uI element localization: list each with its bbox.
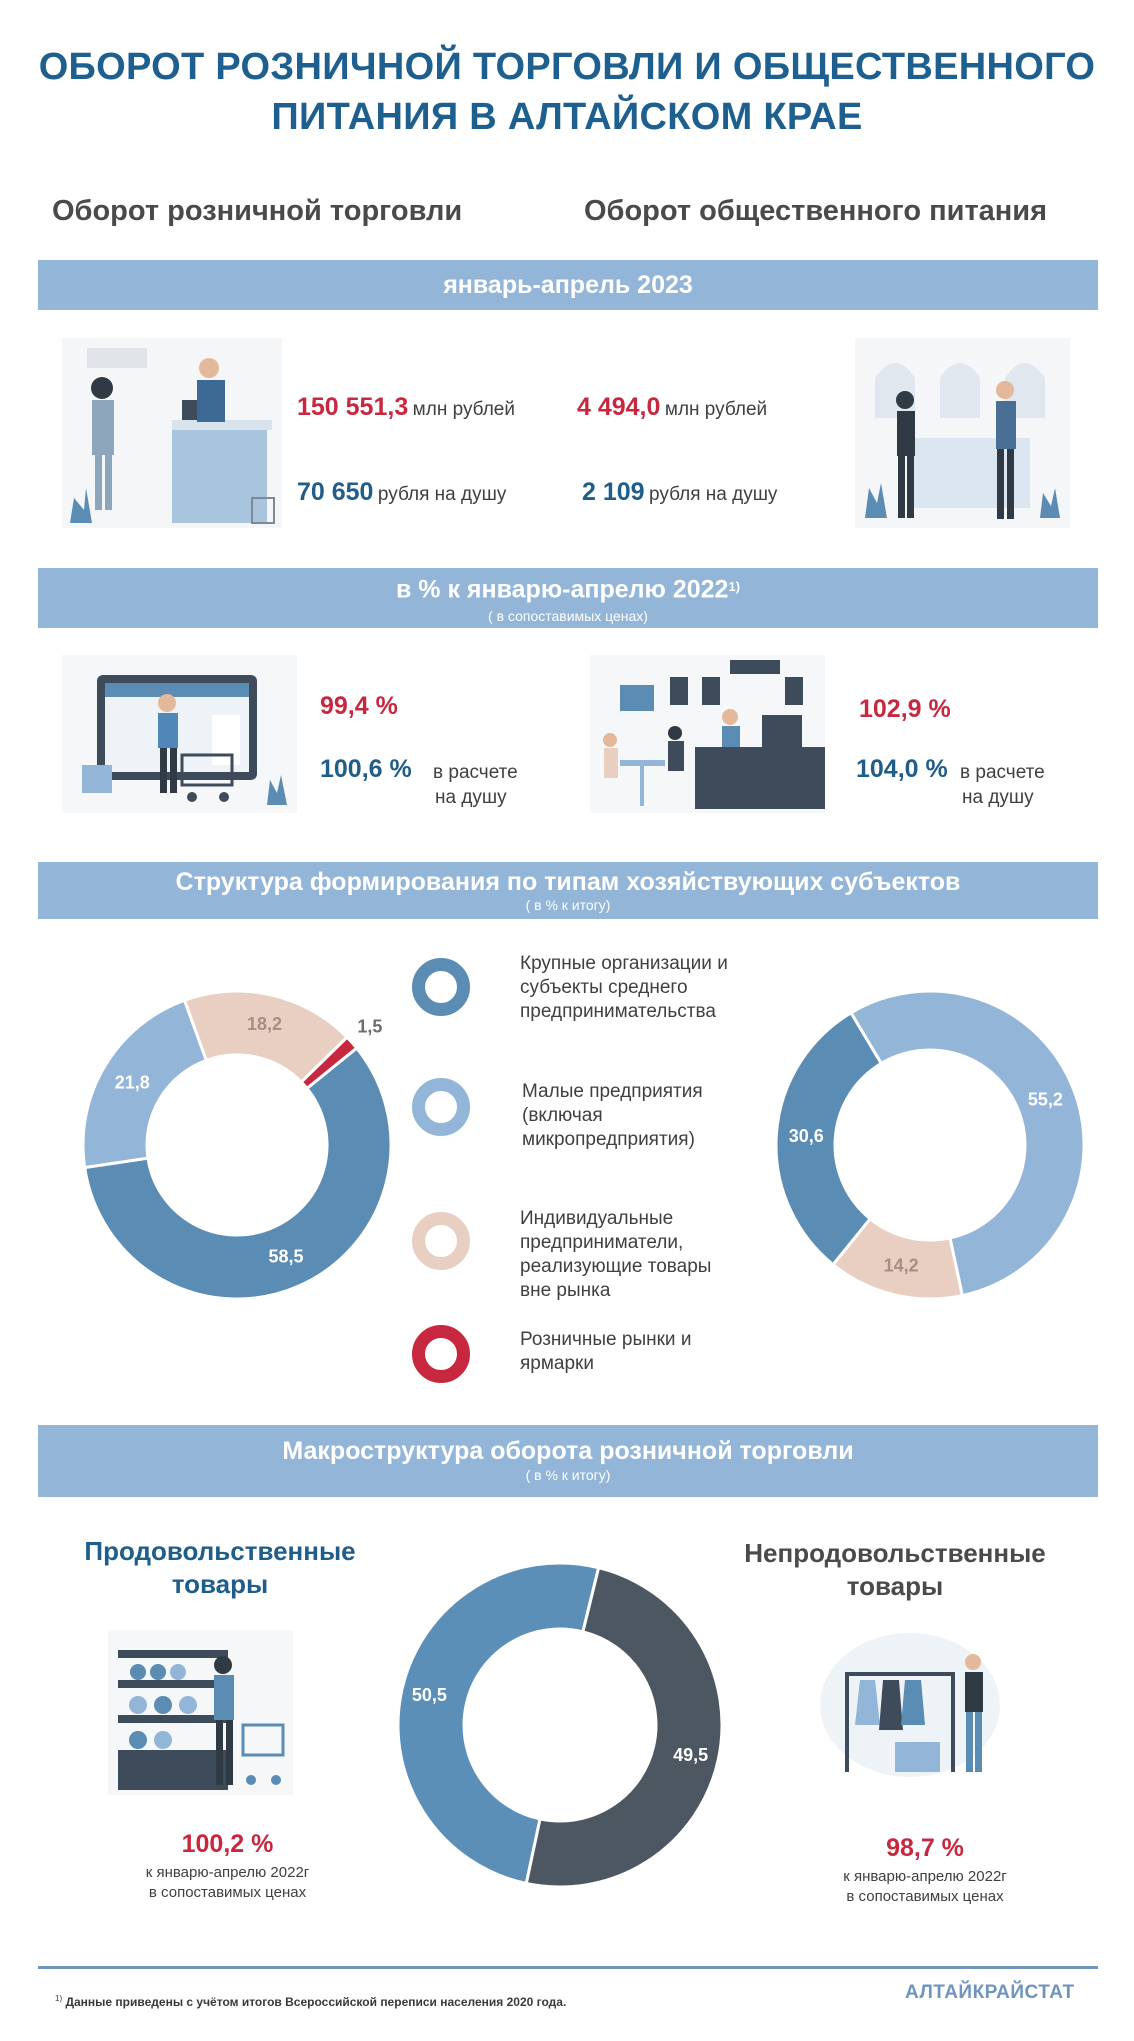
legend-label-large-orgs — [520, 952, 728, 1024]
food-goods-note — [0, 1863, 455, 1903]
food-goods-value: 100,2 % — [181, 1830, 274, 1858]
legend-label-small-enterprises-line-1: Малые предприятия — [522, 1081, 703, 1102]
retail-total — [297, 393, 515, 422]
catering-total — [577, 393, 767, 422]
retail-per-capita — [297, 478, 506, 507]
online-shopping-illustration — [62, 655, 297, 813]
macro-band — [38, 1425, 1098, 1497]
legend-ring-small-enterprises — [412, 1078, 470, 1136]
nonfood-goods-title-line-2: товары — [846, 1571, 944, 1601]
food-goods-title-line-2: товары — [171, 1569, 269, 1599]
catering-total-value: 4 494,0 — [577, 393, 661, 421]
retail-total-value: 150 551,3 — [297, 393, 409, 421]
retail-structure-donut — [72, 980, 402, 1310]
page-title — [0, 42, 1134, 142]
comparison-band — [38, 568, 1098, 628]
donut-data-label: 55,2 — [1027, 1089, 1063, 1110]
nonfood-goods-title-line-1: Непродовольственные — [744, 1538, 1046, 1568]
nonfood-goods-note-line-2: в сопоставимых ценах — [846, 1888, 1004, 1905]
legend-label-large-orgs-line-1: Крупные организации и — [520, 953, 728, 974]
legend-label-individual-entrepreneurs — [520, 1207, 711, 1303]
footer-divider — [38, 1966, 1098, 1969]
legend-ring-individual-entrepreneurs — [412, 1212, 470, 1270]
nonfood-goods-note-line-1: к январю-апрелю 2022г — [843, 1868, 1007, 1885]
catering-per-capita-unit: рубля на душу — [649, 484, 778, 505]
donut-data-label: 58,5 — [268, 1246, 304, 1267]
nonfood-goods-value: 98,7 % — [886, 1834, 964, 1862]
legend-label-retail-markets-line-1: Розничные рынки и — [520, 1329, 692, 1350]
retail-structure-donut-svg — [72, 980, 402, 1310]
macrostructure-donut-svg — [390, 1555, 730, 1895]
retail-column-title: Оборот розничной торговли — [52, 195, 463, 227]
comparison-band-footnote-mark: 1) — [728, 579, 741, 594]
footnote — [55, 1994, 566, 2009]
legend-label-small-enterprises-line-2: (включая — [522, 1105, 603, 1126]
legend-label-individual-entrepreneurs-line-3: реализующие товары — [520, 1256, 712, 1277]
legend-label-small-enterprises-line-3: микропредприятия) — [522, 1129, 695, 1150]
catering-column-title: Оборот общественного питания — [584, 195, 1048, 227]
legend-label-retail-markets — [520, 1328, 691, 1376]
catering-per-capita-value: 2 109 — [582, 478, 645, 506]
structure-legend — [412, 950, 752, 1390]
legend-label-individual-entrepreneurs-line-4: вне рынка — [520, 1280, 611, 1301]
macro-band-title: Макроструктура оборота розничной торговли — [282, 1437, 854, 1465]
legend-ring-retail-markets — [412, 1325, 470, 1383]
page-title-line-2: ПИТАНИЯ В АЛТАЙСКОМ КРАЕ — [271, 96, 863, 138]
food-goods-title — [60, 1535, 380, 1601]
page-title-line-1: ОБОРОТ РОЗНИЧНОЙ ТОРГОВЛИ И ОБЩЕСТВЕННОГО — [38, 46, 1096, 88]
macrostructure-donut — [390, 1555, 730, 1895]
footnote-mark: 1) — [55, 1994, 63, 2003]
retail-total-unit: млн рублей — [412, 399, 515, 420]
catering-comparison-note-line-2: на душу — [962, 787, 1034, 808]
donut-data-label: 30,6 — [788, 1126, 824, 1147]
period-band — [38, 260, 1098, 310]
nonfood-goods-title — [715, 1537, 1075, 1603]
donut-data-label: 49,5 — [673, 1744, 709, 1765]
legend-label-individual-entrepreneurs-line-1: Индивидуальные — [520, 1208, 674, 1229]
legend-ring-large-orgs — [412, 958, 470, 1016]
donut-data-label: 14,2 — [883, 1255, 919, 1276]
food-goods-note-line-1: к январю-апрелю 2022г — [145, 1864, 310, 1881]
nonfood-goods-note — [695, 1867, 1134, 1907]
structure-band-title: Структура формирования по типам хозяйствующих субъектов — [175, 868, 961, 896]
catering-per-capita — [582, 478, 777, 507]
footnote-text: Данные приведены с учётом итогов Всероссийской переписи населения 2020 года. — [62, 1995, 567, 2009]
catering-comparison-note — [960, 760, 1045, 810]
donut-data-label: 18,2 — [247, 1014, 283, 1035]
legend-label-individual-entrepreneurs-line-2: предприниматели, — [520, 1232, 684, 1253]
food-goods-note-line-2: в сопоставимых ценах — [148, 1884, 307, 1901]
retail-cashier-illustration — [62, 338, 282, 528]
food-goods-title-line-1: Продовольственные — [84, 1536, 356, 1566]
retail-comparison-per-capita: 100,6 % — [320, 755, 412, 783]
catering-comparison-total: 102,9 % — [859, 695, 951, 723]
retail-per-capita-unit: рубля на душу — [377, 484, 507, 505]
catering-structure-donut — [765, 980, 1095, 1310]
grocery-shopping-illustration — [108, 1630, 293, 1795]
donut-data-label: 21,8 — [114, 1072, 150, 1093]
legend-label-small-enterprises — [522, 1080, 703, 1152]
catering-waiters-illustration — [855, 338, 1070, 528]
legend-label-large-orgs-line-3: предпринимательства — [520, 1001, 716, 1022]
donut-data-label: 50,5 — [411, 1685, 447, 1706]
catering-structure-donut-svg — [765, 980, 1095, 1310]
brand-logo-text: АЛТАЙКРАЙСТАТ — [905, 1982, 1075, 2003]
macro-band-subtitle: ( в % к итогу) — [525, 1467, 611, 1483]
retail-comparison-note-line-1: в расчете — [433, 762, 518, 783]
retail-comparison-note — [433, 760, 518, 810]
period-band-title: январь-апрель 2023 — [443, 271, 693, 299]
structure-band-subtitle: ( в % к итогу) — [525, 897, 611, 913]
retail-comparison-total: 99,4 % — [320, 692, 398, 720]
structure-band — [38, 862, 1098, 919]
legend-label-large-orgs-line-2: субъекты среднего — [520, 977, 688, 998]
donut-data-label: 1,5 — [357, 1016, 383, 1037]
retail-per-capita-value: 70 650 — [297, 478, 374, 506]
coffee-shop-illustration — [590, 655, 825, 813]
catering-total-unit: млн рублей — [664, 399, 768, 420]
catering-comparison-per-capita: 104,0 % — [856, 755, 948, 783]
clothing-store-illustration — [815, 1630, 1005, 1780]
retail-comparison-note-line-2: на душу — [435, 787, 507, 808]
legend-label-retail-markets-line-2: ярмарки — [520, 1353, 594, 1374]
catering-comparison-note-line-1: в расчете — [960, 762, 1045, 783]
comparison-band-subtitle: ( в сопоставимых ценах) — [488, 608, 648, 625]
comparison-band-title: в % к январю-апрелю 2022 — [395, 575, 729, 604]
